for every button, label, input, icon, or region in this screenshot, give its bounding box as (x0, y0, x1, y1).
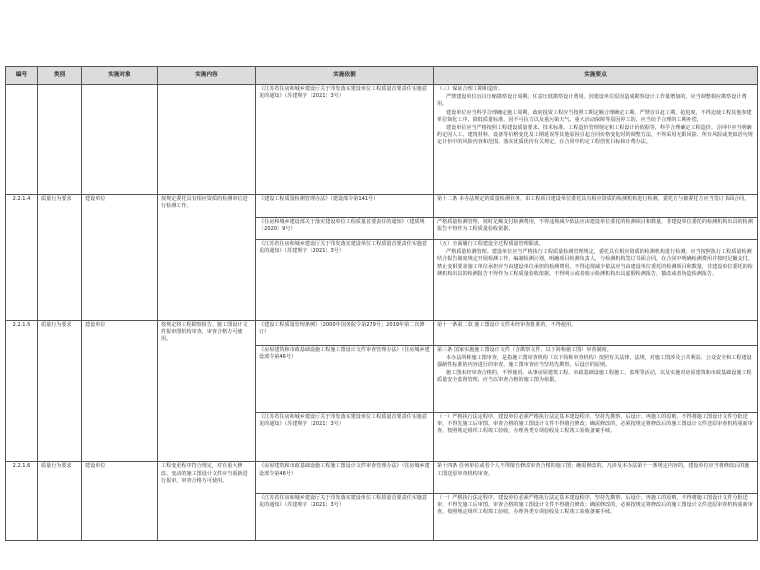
cell-basis: 《房屋建筑和市政基础设施工程施工图设计文件审查管理办法》（住房城乡建设部令第46号） (256, 345, 434, 412)
table-row (6, 320, 758, 345)
basis-text: 《江苏省住房和城乡建设厅关于印发落实建设单位工程质量首要责任实施意见的通知》（苏建规字〔2021〕3号） (259, 86, 428, 100)
cell-target: 建设单位 (82, 320, 158, 461)
cell-content: 按规定将工程勘察报告、施工图设计文件报审图机构审查，审查合格方可使用。 (158, 320, 256, 461)
cell-points: 第十四条 任何单位或者个人不得擅自修改审查合格的施工图；确需修改的，凡涉及本办法第十一条规定内容的，建设单位应当将修改后的施工图送原审查机构审查。 (434, 462, 758, 493)
cell-points (434, 85, 758, 195)
point-paragraph: （三）保证合理工期和造价。 (437, 86, 504, 92)
point-paragraph: （五）全面履行工程建设全过程质量管理职责。 (437, 240, 544, 247)
cell-points: （一）严格执行法定程序。建设单位必须严格执行法定基本建设程序，坚持先勘察、后设计、再施工的原则，不得将施工图设计文件分批送审，不得先施工后审图。审查合格的施工图设计文件不得擅自修改；确需修改的，必须按规定将修改后的施工图设计文件送原审查机构重新审查。按照规定组织工程竣工验收，办理各类专项验收及工程竣工验收备案手续。 (434, 493, 758, 540)
cell-basis: 《建设工程质量管理条例》（2000年国务院令第279号；2019年第二次修订） (256, 320, 434, 345)
regulation-table (5, 66, 758, 541)
cell-basis: 《房屋建筑和市政基础设施工程施工图设计文件审查管理办法》（住房城乡建设部令第46号） (256, 462, 434, 493)
cell-id (6, 85, 38, 195)
cell-points: 第十一条第二款 施工图设计文件未经审查批准的，不得使用。 (434, 320, 758, 345)
cell-points: （一）严格执行法定程序。建设单位必须严格执行法定基本建设程序，坚持先勘察、后设计、再施工的原则，不得将施工图设计文件分批送审，不得先施工后审图。审查合格的施工图设计文件不得擅自修改；确需修改的，必须按规定将修改后的施工图设计文件送原审查机构重新审查。按照规定组织工程竣工验收，办理各类专项验收及工程竣工验收备案手续。 (434, 412, 758, 461)
cell-points (434, 239, 758, 320)
header-id: 编号 (6, 67, 38, 85)
cell-category: 质量行为要求 (38, 195, 82, 321)
header-points: 实施要点 (434, 67, 758, 85)
point-paragraph: 建设单位应当严格按照工程建设质量要求、技术标准、工程造价管理规定和工程设计价依据等，科学合理确定工程造价。合同中应当明确约定因人工、建筑材料、设备等价格变化及工期延误等其他原因引起合同价格变化时的调整方法，不得采用无限风险、所有风险或类似语句规定计价中的风险内容和范围。落实优质优价有关规定，在合同中约定工程创优目标和计费办法。 (437, 125, 753, 146)
cell-id: 2.2.1.5 (6, 320, 38, 461)
cell-category: 质量行为要求 (38, 462, 82, 541)
point-paragraph: 施工图未经审查合格的，不得使用。从事房屋建筑工程、市政基础设施工程施工、监理等活动，以及实施对房屋建筑和市政基础设施工程质量安全监督管理，应当以审查合格的施工图为依据。 (437, 370, 752, 384)
table-header-row (6, 67, 758, 85)
cell-basis: 《江苏省住房和城乡建设厅关于印发落实建设单位工程质量首要责任实施意见的通知》（苏建规字〔2021〕3号） (256, 239, 434, 320)
cell-basis (256, 85, 434, 195)
cell-id: 2.2.1.6 (6, 462, 38, 541)
cell-points: 第十二条 本办法规定的质量检测业务，由工程项目建设单位委托具有相应资质的检测机构进行检测。委托方与被委托方应当签订书面合同。 (434, 195, 758, 217)
cell-id: 2.2.1.4 (6, 195, 38, 321)
cell-basis: 《建设工程质量检测管理办法》（建设部令第141号） (256, 195, 434, 217)
cell-category (38, 85, 82, 195)
cell-basis: 《江苏省住房和城乡建设厅关于印发落实建设单位工程质量首要责任实施意见的通知》（苏建规字〔2021〕3号） (256, 493, 434, 540)
point-paragraph: 严格质量检测管理。建设单位应当严格执行工程质量检测管理规定，委托具有相应资质的检测机构进行检测。应当按照执行工程质量检测结合报告制度规定开展检测工作，编制检测计划，明确项目检测负责人，与检测机构签订书面合同，在合同中明确检测费用并按时足额支付。禁止变相要求施工单位承担应当由建设单位承担的检测费用，不得违规减少依法应当由建设单位委托的检测项目和数量，非建设单位委托的检测机构出具的检测报告不得作为工程质量验收依据。不得明示或者暗示检测机构出具虚假检测报告，篡改或者伪造检测报告。 (437, 249, 753, 277)
point-paragraph: 建设单位应当科学合理确定施工周期，政府投资工程应当按照工期定额合理确定工期。严禁盲目赶工期、抢进度，不得迫使工程其他参建单位简化工序、降低质量标准。因不可抗力以及重污染天气、重大活动保障等原因停工的，应当给予合理的工期补偿。 (437, 109, 752, 123)
cell-points: 严格质量检测管理，按时足额支付检测费用，不得违规减少依法应由建设单位委托的检测项目和数量，非建设单位委托的检测机构出具的检测报告不得作为工程质量验收依据。 (434, 217, 758, 239)
cell-target: 建设单位 (82, 462, 158, 541)
cell-target (82, 85, 158, 195)
cell-content: 工程变更程序符合规定，对有重大修改、变动的施工图设计文件应当重新进行报审，审查合格方可使用。 (158, 462, 256, 541)
cell-target: 建设单位 (82, 195, 158, 321)
header-category: 类别 (38, 67, 82, 85)
cell-content: 按规定委托具有相应资质的检测单位进行检测工作。 (158, 195, 256, 321)
table-row (6, 85, 758, 195)
table-row (6, 462, 758, 493)
cell-content (158, 85, 256, 195)
point-paragraph: 本办法所称施工图审查，是指施工图审查机构（以下简称审查机构）按照有关法律、法规，对施工图涉及公共利益、公众安全和工程建设强制性标准的内容进行的审查。施工图审查应当坚持先勘察、后设计的原则。 (437, 354, 752, 368)
cell-points (434, 345, 758, 412)
header-target: 实施对象 (82, 67, 158, 85)
table-row (6, 195, 758, 217)
point-paragraph: 严禁建设单位盲目压缩勘察设计周期、任意压低勘察设计费用。因建设单位原因造成勘察设计工作量增加的，应当调整相应勘察设计费用。 (437, 94, 747, 108)
cell-basis: 《江苏省住房和城乡建设厅关于印发落实建设单位工程质量首要责任实施意见的通知》（苏建规字〔2021〕3号） (256, 412, 434, 461)
point-paragraph: 第三条 国家实施施工图设计文件（含勘察文件，以下简称施工图）审查制度。 (437, 346, 612, 353)
cell-basis: 《住房和城乡建设部关于落实建设单位工程质量首要责任的通知》（建质规〔2020〕9号） (256, 217, 434, 239)
cell-category: 质量行为要求 (38, 320, 82, 461)
header-content: 实施内容 (158, 67, 256, 85)
header-basis: 实施依据 (256, 67, 434, 85)
